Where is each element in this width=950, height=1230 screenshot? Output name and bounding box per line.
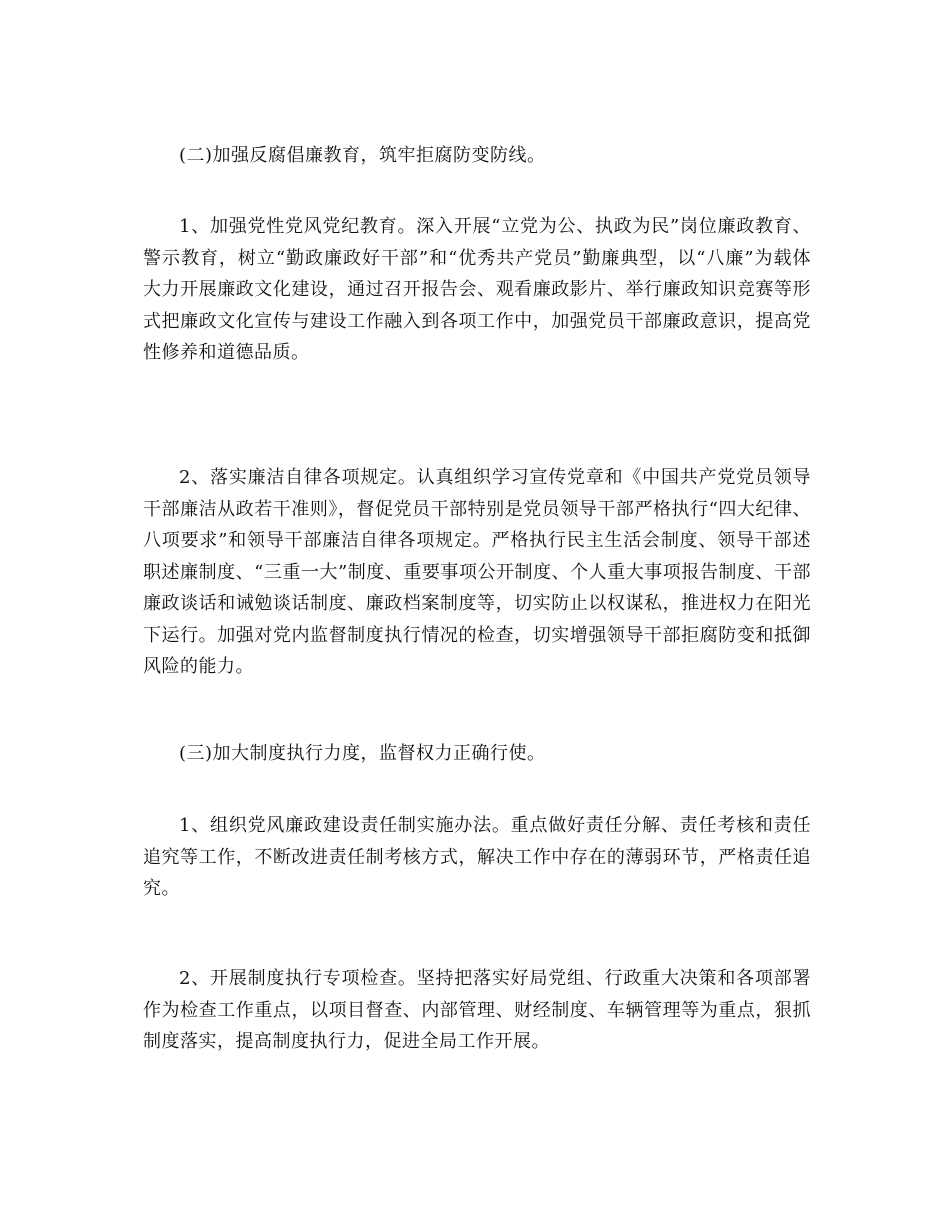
- paragraph-party-education: 1、加强党性党风党纪教育。深入开展“立党为公、执政为民”岗位廉政教育、警示教育，树立“勤政廉政好干部”和“优秀共产党员”勤廉典型，以“八廉”为载体大力开展廉政文化建设，通过召开报告会、观看廉政影片、举行廉政知识竞赛等形式把廉政文化宣传与建设工作融入到各项工作中，加强党员干部廉政意识，提高党性修养和道德品质。: [143, 216, 811, 363]
- paragraph-integrity-rules: 2、落实廉洁自律各项规定。认真组织学习宣传党章和《中国共产党党员领导干部廉洁从政若干准则》，督促党员干部特别是党员领导干部严格执行“四大纪律、八项要求”和领导干部廉洁自律各项规定。严格执行民主生活会制度、领导干部述职述廉制度、“三重一大”制度、重要事项公开制度、个人重大事项报告制度、干部廉政谈话和诫勉谈话制度、廉政档案制度等，切实防止以权谋私，推进权力在阳光下运行。加强对党内监督制度执行情况的检查，切实增强领导干部拒腐防变和抵御风险的能力。: [143, 467, 811, 677]
- paragraph-responsibility-system: 1、组织党风廉政建设责任制实施办法。重点做好责任分解、责任考核和责任追究等工作，不断改进责任制考核方式，解决工作中存在的薄弱环节，严格责任追究。: [143, 815, 811, 899]
- paragraph-special-inspection: 2、开展制度执行专项检查。坚持把落实好局党组、行政重大决策和各项部署作为检查工作重点，以项目督查、内部管理、财经制度、车辆管理等为重点，狠抓制度落实，提高制度执行力，促进全局工作开展。: [143, 968, 811, 1052]
- section-heading-3: (三)加大制度执行力度，监督权力正确行使。: [179, 743, 546, 764]
- section-heading-2: (二)加强反腐倡廉教育，筑牢拒腐防变防线。: [179, 145, 546, 166]
